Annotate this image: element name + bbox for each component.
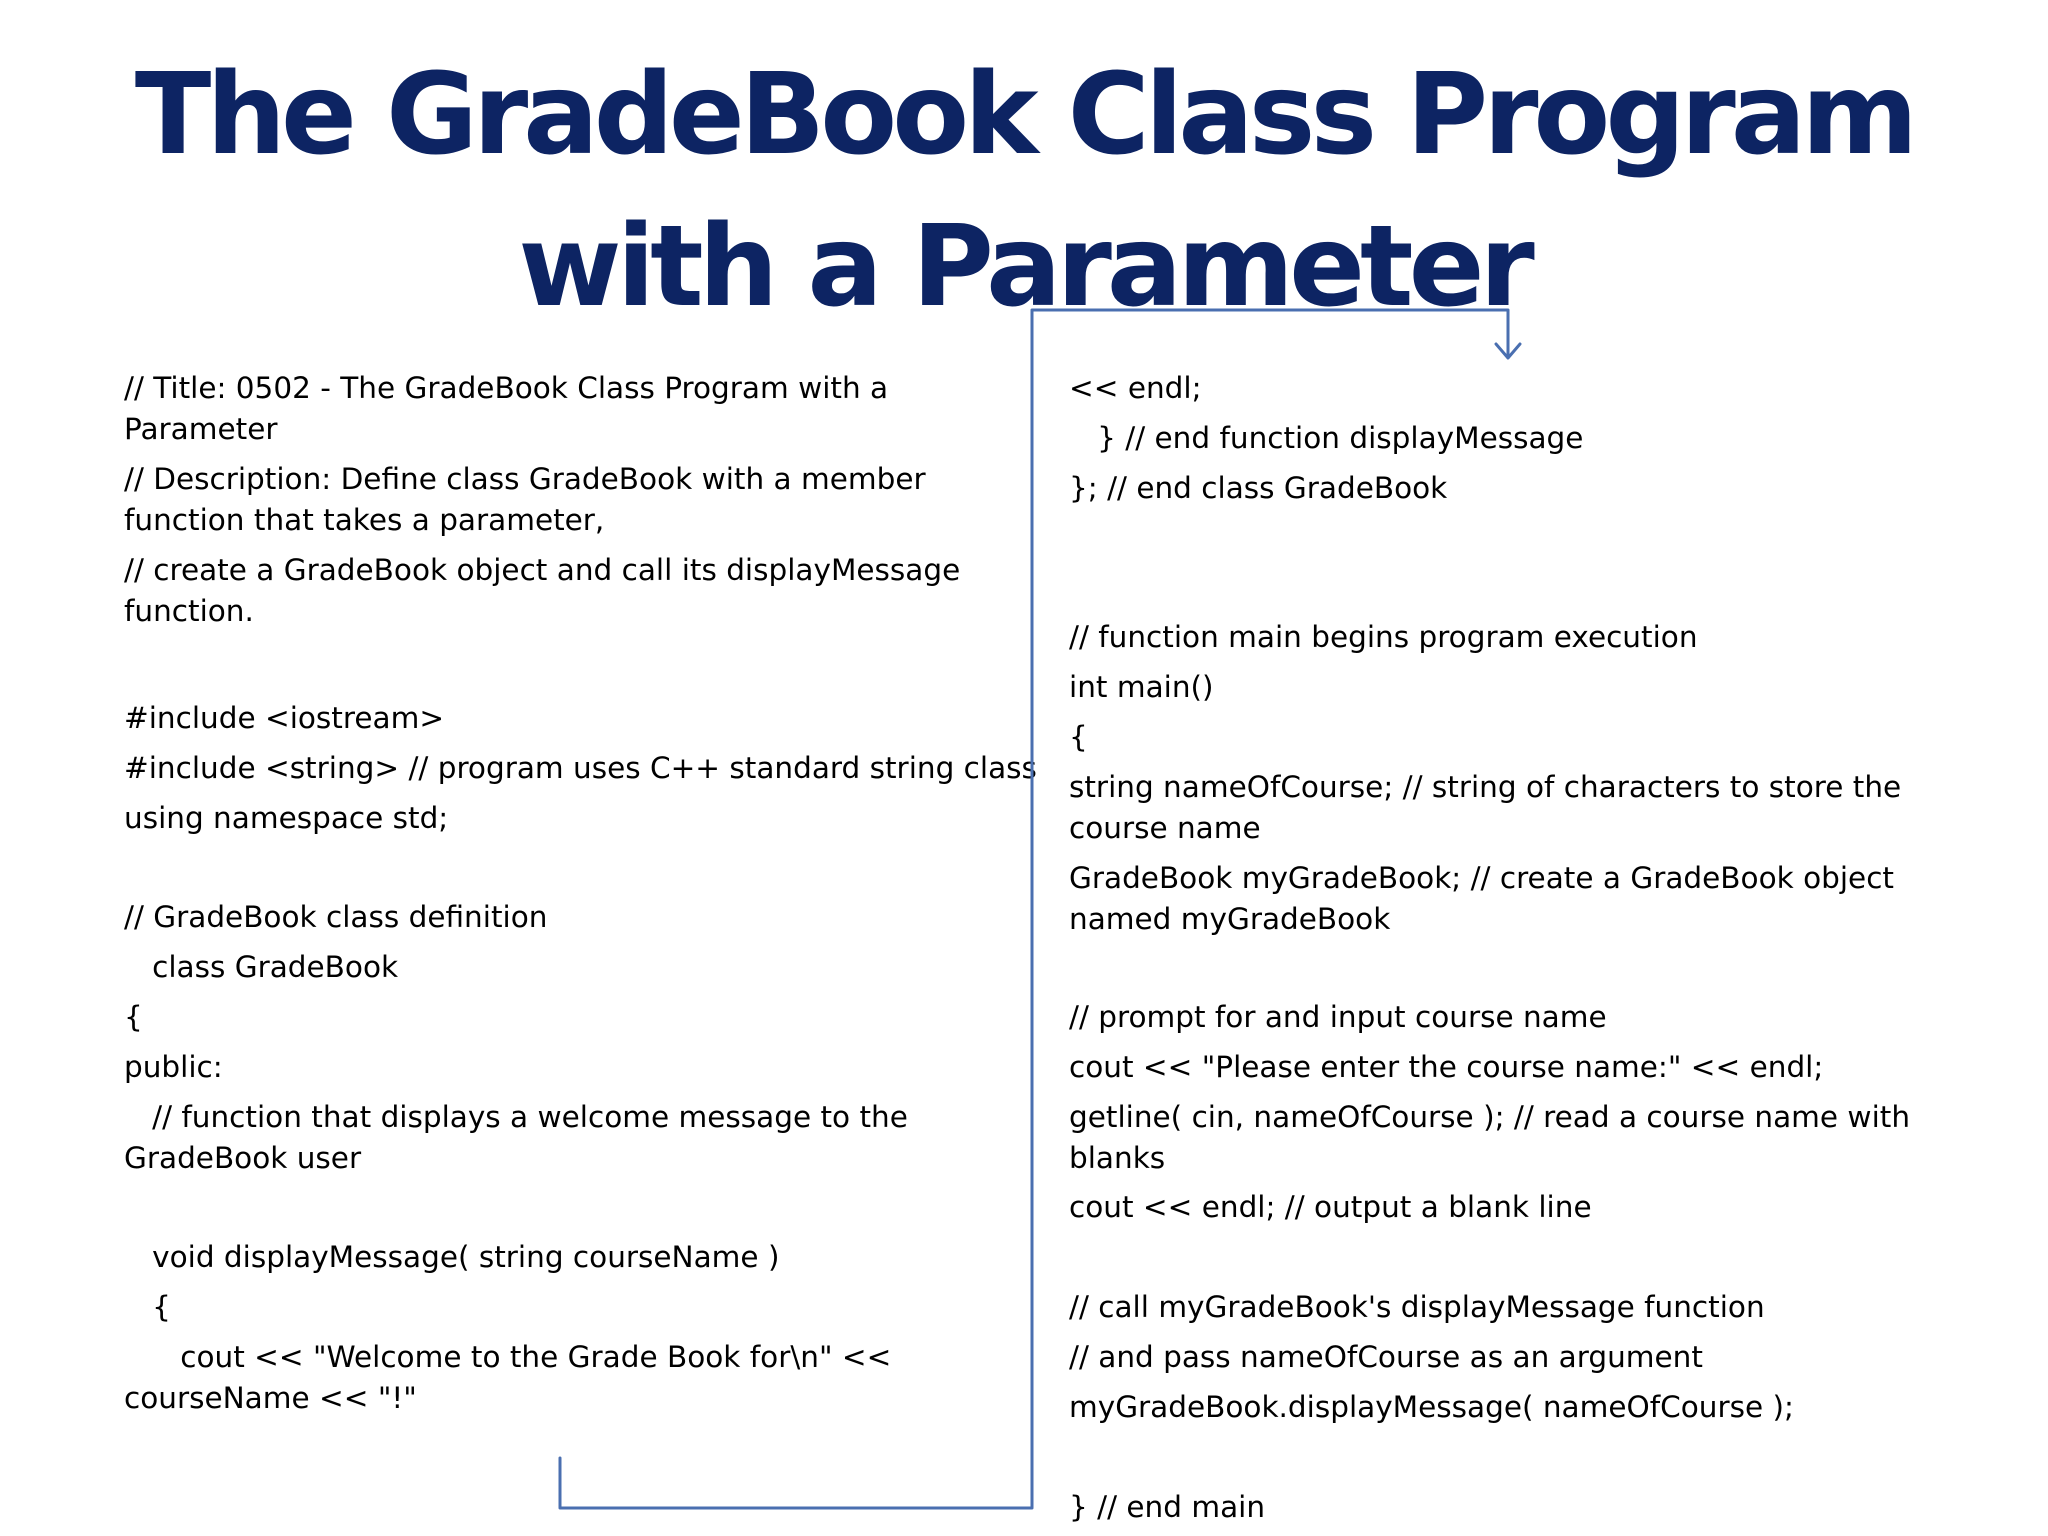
code-function-comment: // function that displays a welcome message to the GradeBook user	[124, 1100, 918, 1175]
code-include-string: #include <string> // program uses C++ standard string class	[124, 751, 1037, 785]
code-cout-welcome-statement: cout << "Welcome to the Grade Book for\n" << courseName << "!"	[124, 1340, 901, 1415]
code-include-iostream: #include <iostream>	[124, 701, 445, 735]
code-string-declaration: string nameOfCourse; // string of characters to store the course name	[1069, 770, 1902, 845]
code-description-comment-1: // Description: Define class GradeBook with a member function that takes a parameter,	[124, 462, 926, 537]
code-main-open-brace: {	[1069, 720, 1088, 754]
code-title-comment: // Title: 0502 - The GradeBook Class Program with a Parameter	[124, 371, 889, 446]
code-main-comment: // function main begins program execution	[1069, 620, 1698, 654]
code-class-declaration: class GradeBook	[124, 950, 399, 984]
code-call-statement: myGradeBook.displayMessage( nameOfCourse );	[1069, 1390, 1794, 1424]
code-using-namespace: using namespace std;	[124, 801, 449, 835]
code-end-function-comment: } // end function displayMessage	[1069, 421, 1584, 455]
slide-title-line-1: The GradeBook Class Program	[134, 50, 1914, 180]
code-public-label: public:	[124, 1050, 223, 1084]
code-cout-prompt: cout << "Please enter the course name:" << endl;	[1069, 1050, 1824, 1084]
code-class-definition-comment: // GradeBook class definition	[124, 900, 548, 934]
code-gradebook-declaration: GradeBook myGradeBook; // create a GradeBook object named myGradeBook	[1069, 861, 1894, 936]
continuation-arrowhead-icon	[1496, 344, 1520, 358]
code-getline-statement: getline( cin, nameOfCourse ); // read a course name with blanks	[1069, 1100, 1911, 1175]
slide-title-line-2: with a Parameter	[518, 202, 1530, 332]
code-function-signature: void displayMessage( string courseName )	[124, 1240, 780, 1274]
code-function-open-brace: {	[124, 1290, 171, 1324]
code-prompt-comment: // prompt for and input course name	[1069, 1000, 1607, 1034]
code-end-main: } // end main	[1069, 1490, 1266, 1524]
code-call-comment-2: // and pass nameOfCourse as an argument	[1069, 1340, 1703, 1374]
code-call-comment-1: // call myGradeBook's displayMessage function	[1069, 1290, 1765, 1324]
code-endl-continuation: << endl;	[1069, 371, 1202, 405]
code-description-comment-2: // create a GradeBook object and call its displayMessage function.	[124, 553, 961, 628]
code-class-open-brace: {	[124, 1000, 143, 1034]
code-cout-blank-line: cout << endl; // output a blank line	[1069, 1190, 1592, 1224]
code-end-class-comment: }; // end class GradeBook	[1069, 471, 1448, 505]
code-main-signature: int main()	[1069, 670, 1214, 704]
